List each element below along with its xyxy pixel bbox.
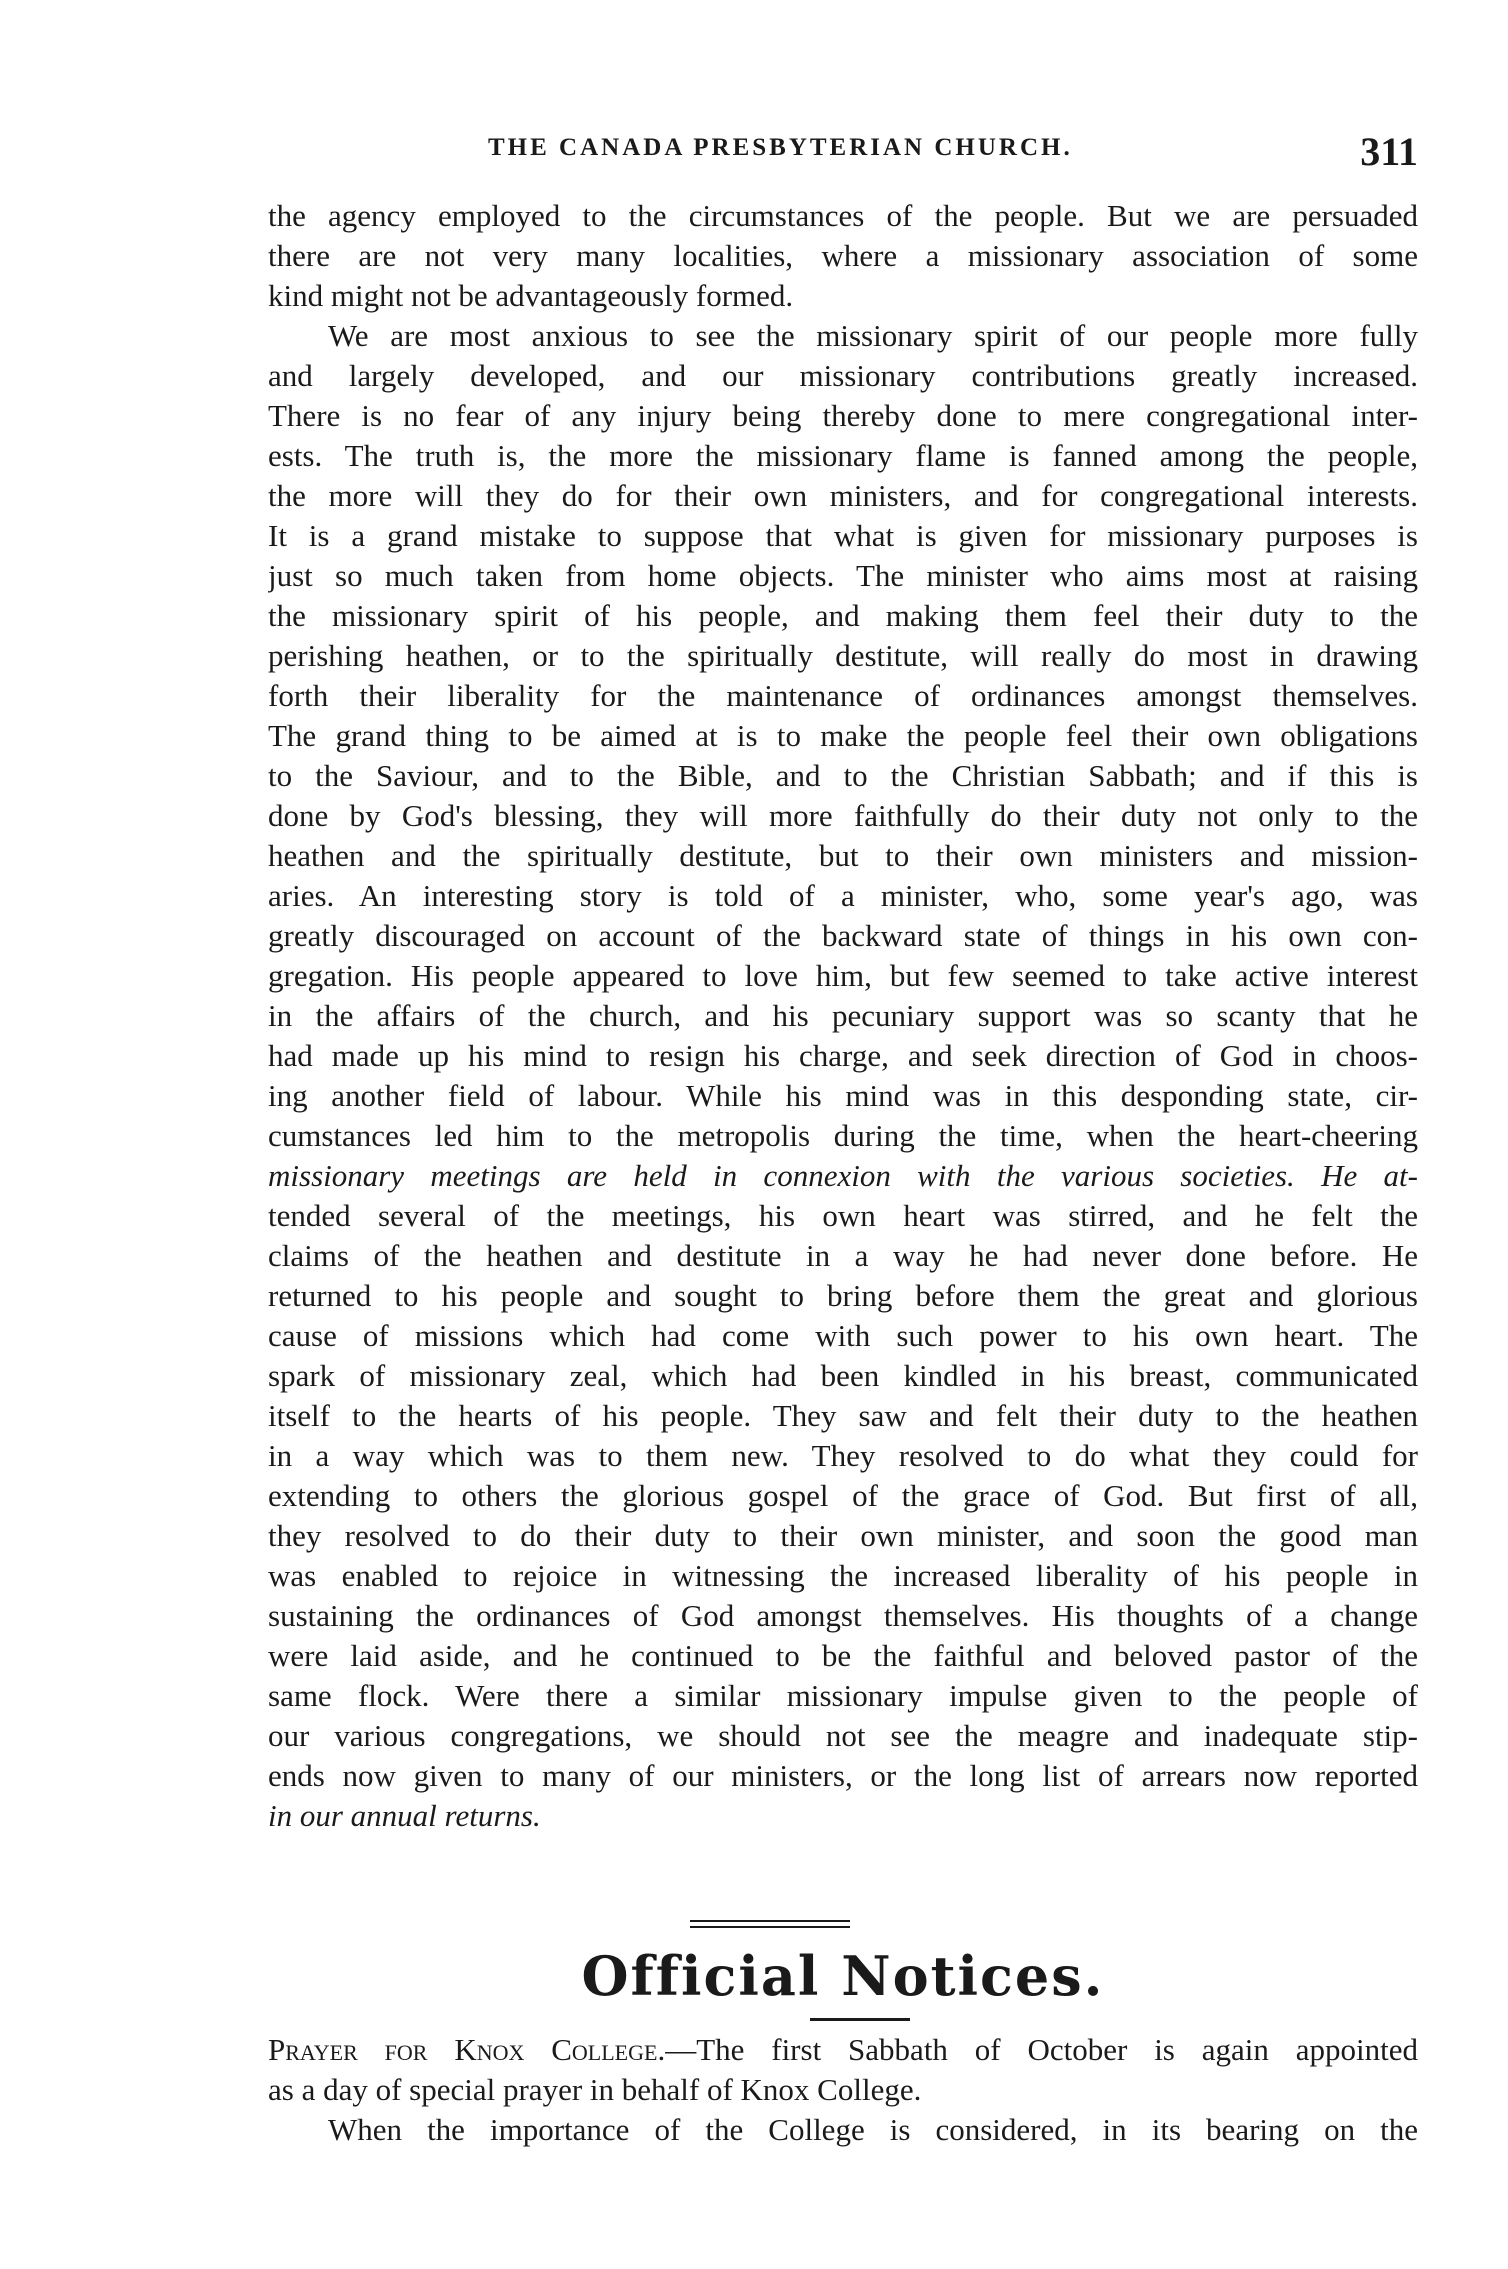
text-line: spark of missionary zeal, which had been kindled in his breast, communicated xyxy=(268,1358,1418,1393)
running-header xyxy=(268,128,1418,174)
text-line: There is no fear of any injury being thereby done to mere congregational inter- xyxy=(268,398,1418,433)
text-line: It is a grand mistake to suppose that what is given for missionary purposes is xyxy=(268,518,1418,553)
text-line: was enabled to rejoice in witnessing the increased liberality of his people in xyxy=(268,1558,1418,1593)
text-line: ests. The truth is, the more the missionary flame is fanned among the people, xyxy=(268,438,1418,473)
text-line: The grand thing to be aimed at is to make the people feel their own obligations xyxy=(268,718,1418,753)
text-line: sustaining the ordinances of God amongst themselves. His thoughts of a change xyxy=(268,1598,1418,1633)
text-line: perishing heathen, or to the spiritually destitute, will really do most in drawing xyxy=(268,638,1418,673)
text-line: extending to others the glorious gospel of the grace of God. But first of all, xyxy=(268,1478,1418,1513)
text-line: returned to his people and sought to bring before them the great and glorious xyxy=(268,1278,1418,1313)
text-line: to the Saviour, and to the Bible, and to the Christian Sabbath; and if this is xyxy=(268,758,1418,793)
text-line: itself to the hearts of his people. They saw and felt their duty to the heathen xyxy=(268,1398,1418,1433)
text-line: missionary meetings are held in connexion with the various societies. He at- xyxy=(268,1158,1418,1193)
section-heading: Official Notices. xyxy=(581,1944,1105,2008)
notices-body xyxy=(268,2030,1418,2150)
text-line: claims of the heathen and destitute in a way he had never done before. He xyxy=(268,1238,1418,1273)
text-line: kind might not be advantageously formed. xyxy=(268,278,794,313)
notice-line: When the importance of the College is considered, in its bearing on the xyxy=(328,2112,1418,2147)
text-line: gregation. His people appeared to love him, but few seemed to take active interest xyxy=(268,958,1418,993)
text-line: and largely developed, and our missionary contributions greatly increased. xyxy=(268,358,1418,393)
article-body xyxy=(268,196,1418,1836)
text-line: heathen and the spiritually destitute, but to their own ministers and mission- xyxy=(268,838,1418,873)
text-line: greatly discouraged on account of the backward state of things in his own con- xyxy=(268,918,1418,953)
text-line: cumstances led him to the metropolis during the time, when the heart-cheering xyxy=(268,1118,1418,1153)
notice-title: Prayer for Knox College. xyxy=(268,2032,666,2067)
notice-line-text: —The first Sabbath of October is again appointed xyxy=(665,2032,1418,2067)
notice-line xyxy=(268,2030,1418,2070)
text-line: aries. An interesting story is told of a minister, who, some year's ago, was xyxy=(268,878,1418,913)
text-line: forth their liberality for the maintenance of ordinances amongst themselves. xyxy=(268,678,1418,713)
heading-underline xyxy=(810,2018,910,2021)
section-divider-upper xyxy=(690,1920,850,1922)
text-line: ing another field of labour. While his mind was in this desponding state, cir- xyxy=(268,1078,1418,1113)
text-line: in the affairs of the church, and his pecuniary support was so scanty that he xyxy=(268,998,1418,1033)
notice-line: as a day of special prayer in behalf of Knox College. xyxy=(268,2072,922,2107)
text-line: We are most anxious to see the missionary spirit of our people more fully xyxy=(328,318,1418,353)
text-line: our various congregations, we should not see the meagre and inadequate stip- xyxy=(268,1718,1418,1753)
page-number: 311 xyxy=(1360,129,1418,174)
text-line: ends now given to many of our ministers, or the long list of arrears now reported xyxy=(268,1758,1418,1793)
text-line: in a way which was to them new. They resolved to do what they could for xyxy=(268,1438,1418,1473)
text-line: just so much taken from home objects. The minister who aims most at raising xyxy=(268,558,1418,593)
text-line: the agency employed to the circumstances of the people. But we are persuaded xyxy=(268,198,1418,233)
text-line: tended several of the meetings, his own heart was stirred, and he felt the xyxy=(268,1198,1418,1233)
text-line: they resolved to do their duty to their own minister, and soon the good man xyxy=(268,1518,1418,1553)
text-line: in our annual returns. xyxy=(268,1798,541,1833)
text-line: there are not very many localities, where a missionary association of some xyxy=(268,238,1418,273)
running-title: THE CANADA PRESBYTERIAN CHURCH. xyxy=(488,134,1073,161)
text-line: cause of missions which had come with such power to his own heart. The xyxy=(268,1318,1418,1353)
text-line: the more will they do for their own ministers, and for congregational interests. xyxy=(268,478,1418,513)
text-line: were laid aside, and he continued to be the faithful and beloved pastor of the xyxy=(268,1638,1418,1673)
section-divider-lower xyxy=(690,1926,850,1928)
text-line: same flock. Were there a similar missionary impulse given to the people of xyxy=(268,1678,1418,1713)
text-line: the missionary spirit of his people, and making them feel their duty to the xyxy=(268,598,1418,633)
text-line: had made up his mind to resign his charge, and seek direction of God in choos- xyxy=(268,1038,1418,1073)
text-line: done by God's blessing, they will more faithfully do their duty not only to the xyxy=(268,798,1418,833)
